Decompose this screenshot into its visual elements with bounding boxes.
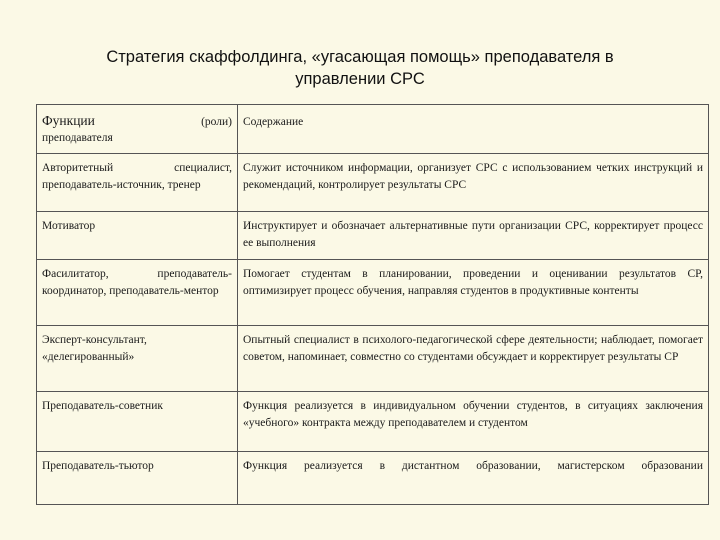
page-title xyxy=(40,46,680,90)
table-row xyxy=(37,260,709,326)
table-row xyxy=(37,154,709,212)
table-row xyxy=(37,452,709,505)
roles-table xyxy=(36,104,709,505)
table-row xyxy=(37,392,709,452)
header-functions-word: Функции xyxy=(42,113,95,128)
role-cell: Авторитетный специалист, преподаватель-источник, тренер xyxy=(37,154,238,212)
content-cell: Функция реализуется в индивидуальном обучении студентов, в ситуациях заключения «учебного» контракта между преподавателем и студентом xyxy=(238,392,709,452)
role-cell: Преподаватель-советник xyxy=(37,392,238,452)
table-row xyxy=(37,326,709,392)
title-line-1: Стратегия скаффолдинга, «угасающая помощь» преподавателя в xyxy=(106,48,614,66)
table-header-row xyxy=(37,105,709,154)
table-row xyxy=(37,212,709,260)
header-cell-content xyxy=(238,105,709,154)
role-cell: Мотиватор xyxy=(37,212,238,260)
header-cell-functions xyxy=(37,105,238,154)
header-content-word: Содержание xyxy=(243,116,304,128)
role-cell: Эксперт-консультант, «делегированный» xyxy=(37,326,238,392)
role-cell: Преподаватель-тьютор xyxy=(37,452,238,505)
content-cell: Помогает студентам в планировании, проведении и оценивании результатов СР, оптимизирует процесс обучения, направляя студентов в продуктивные контенты xyxy=(238,260,709,326)
content-cell: Служит источником информации, организует СРС с использованием четких инструкций и рекомендаций, контролирует результаты СРС xyxy=(238,154,709,212)
header-roles-word: (роли) xyxy=(201,116,232,128)
content-cell: Инструктирует и обозначает альтернативные пути организации СРС, корректирует процесс ее выполнения xyxy=(238,212,709,260)
title-line-2: управлении СРС xyxy=(295,70,425,88)
role-cell: Фасилитатор, преподаватель-координатор, преподаватель-ментор xyxy=(37,260,238,326)
header-teacher-word: преподавателя xyxy=(42,132,113,144)
content-cell: Опытный специалист в психолого-педагогической сфере деятельности; наблюдает, помогает советом, напоминает, совместно со студентами обсуждает и корректирует результаты СР xyxy=(238,326,709,392)
content-cell: Функция реализуется в дистантном образовании, магистерском образовании xyxy=(238,452,709,505)
